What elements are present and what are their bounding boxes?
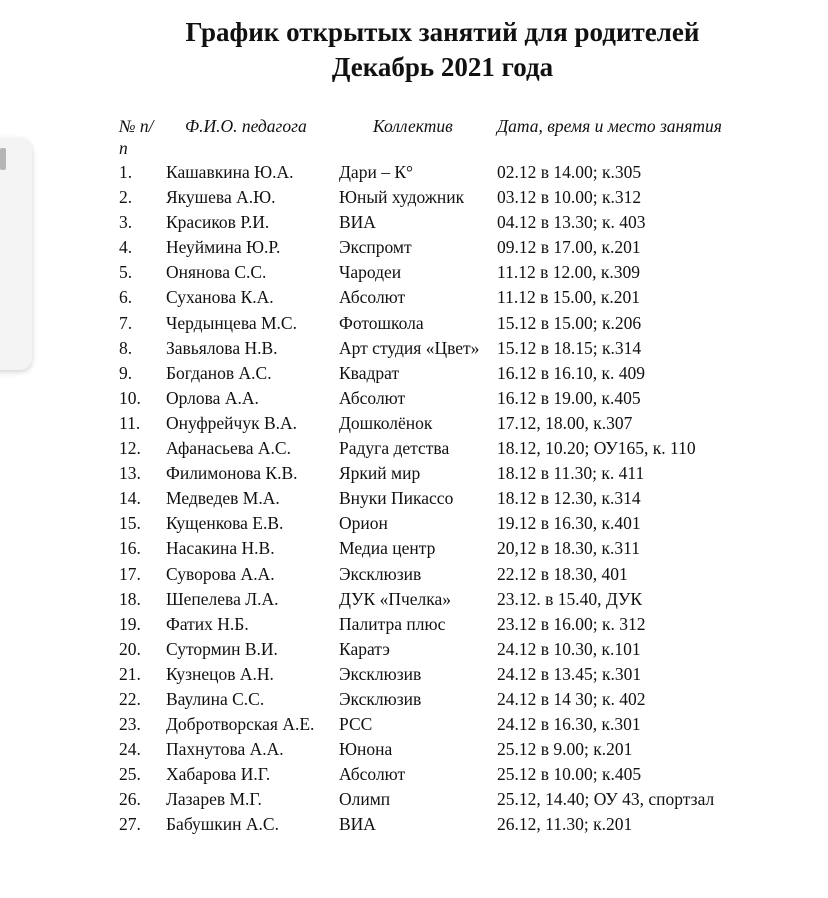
row-number: 26. [119, 789, 141, 810]
row-number: 24. [119, 739, 141, 760]
collective-name: Яркий мир [339, 463, 421, 484]
collective-name: Внуки Пикассо [339, 488, 454, 509]
row-number: 22. [119, 688, 141, 709]
collective-name: Абсолют [339, 764, 406, 785]
teacher-name: Суханова К.А. [166, 287, 274, 308]
table-row [0, 235, 828, 260]
collective-name: Юнона [339, 739, 393, 760]
table-row [0, 662, 828, 687]
collective-name: РСС [339, 714, 373, 735]
collective-name: Абсолют [339, 287, 406, 308]
header-date-time-place: Дата, время и место занятия [497, 116, 722, 136]
table-row [0, 386, 828, 411]
collective-name: Экспромт [339, 237, 412, 258]
table-row [0, 361, 828, 386]
date-time-place: 18.12, 10.20; ОУ165, к. 110 [497, 438, 696, 459]
table-row [0, 411, 828, 436]
table-row [0, 587, 828, 612]
row-number: 2. [119, 187, 133, 208]
teacher-name: Неуймина Ю.Р. [166, 237, 281, 258]
row-number: 13. [119, 463, 141, 484]
row-number: 17. [119, 563, 141, 584]
row-number: 4. [119, 237, 133, 258]
collective-name: Медиа центр [339, 538, 436, 559]
row-number: 5. [119, 262, 133, 283]
date-time-place: 25.12 в 10.00; к.405 [497, 764, 642, 785]
table-row [0, 812, 828, 837]
row-number: 8. [119, 337, 133, 358]
header-number [119, 115, 167, 159]
date-time-place: 23.12. в 15.40, ДУК [497, 588, 643, 609]
collective-name: Дари – К° [339, 162, 413, 182]
row-number: 10. [119, 387, 141, 408]
table-row [0, 687, 828, 712]
date-time-place: 04.12 в 13.30; к. 403 [497, 212, 646, 233]
date-time-place: 15.12 в 15.00; к.206 [497, 312, 642, 333]
row-number: 18. [119, 588, 141, 609]
collective-name: Каратэ [339, 638, 390, 659]
table-row [0, 210, 828, 235]
document-subtitle: Декабрь 2021 года [331, 52, 554, 82]
header-teacher-name: Ф.И.О. педагога [185, 116, 307, 136]
date-time-place: 18.12 в 12.30, к.314 [497, 488, 641, 509]
table-row [0, 536, 828, 561]
table-row [0, 285, 828, 310]
row-number: 7. [119, 312, 133, 333]
date-time-place: 15.12 в 18.15; к.314 [497, 337, 642, 358]
table-row [0, 436, 828, 461]
row-number: 14. [119, 488, 141, 509]
date-time-place: 20,12 в 18.30, к.311 [497, 538, 640, 559]
row-number: 21. [119, 663, 141, 684]
row-number: 19. [119, 613, 141, 634]
collective-name: Радуга детства [339, 438, 450, 459]
teacher-name: Медведев М.А. [166, 488, 280, 509]
date-time-place: 11.12 в 12.00, к.309 [497, 262, 640, 283]
teacher-name: Ваулина С.С. [166, 688, 265, 709]
collective-name: Эксклюзив [339, 663, 422, 684]
table-row [0, 712, 828, 737]
header-collective: Коллектив [373, 116, 453, 136]
table-row [0, 511, 828, 536]
date-time-place: 24.12 в 10.30, к.101 [497, 638, 641, 659]
table-row [0, 486, 828, 511]
teacher-name: Кущенкова Е.В. [166, 513, 284, 534]
table-row [0, 461, 828, 486]
header-number-line2: п [119, 138, 128, 158]
collective-name: ВИА [339, 212, 376, 233]
header-number-line1: № п/ [119, 116, 154, 136]
row-number: 12. [119, 438, 141, 459]
date-time-place: 02.12 в 14.00; к.305 [497, 162, 642, 182]
schedule-table [0, 160, 828, 838]
collective-name: Квадрат [339, 362, 400, 383]
teacher-name: Филимонова К.В. [166, 463, 298, 484]
teacher-name: Завьялова Н.В. [166, 337, 278, 358]
row-number: 23. [119, 714, 141, 735]
teacher-name: Шепелева Л.А. [166, 588, 279, 609]
date-time-place: 16.12 в 16.10, к. 409 [497, 362, 646, 383]
collective-name: Эксклюзив [339, 688, 422, 709]
date-time-place: 17.12, 18.00, к.307 [497, 412, 633, 433]
teacher-name: Онянова С.С. [166, 262, 267, 283]
teacher-name: Насакина Н.В. [166, 538, 275, 559]
date-time-place: 24.12 в 14 30; к. 402 [497, 688, 646, 709]
table-row [0, 737, 828, 762]
date-time-place: 24.12 в 16.30, к.301 [497, 714, 641, 735]
date-time-place: 11.12 в 15.00, к.201 [497, 287, 640, 308]
teacher-name: Онуфрейчук В.А. [166, 412, 298, 433]
teacher-name: Красиков Р.И. [166, 212, 270, 233]
table-row [0, 562, 828, 587]
row-number: 1. [119, 162, 133, 182]
collective-name: Чародеи [339, 262, 402, 283]
row-number: 15. [119, 513, 141, 534]
date-time-place: 19.12 в 16.30, к.401 [497, 513, 641, 534]
collective-name: Эксклюзив [339, 563, 422, 584]
teacher-name: Суворова А.А. [166, 563, 275, 584]
table-row [0, 336, 828, 361]
date-time-place: 16.12 в 19.00, к.405 [497, 387, 641, 408]
teacher-name: Пахнутова А.А. [166, 739, 284, 760]
date-time-place: 25.12, 14.40; ОУ 43, спортзал [497, 789, 715, 810]
date-time-place: 03.12 в 10.00; к.312 [497, 187, 642, 208]
teacher-name: Хабарова И.Г. [166, 764, 271, 785]
collective-name: Дошколёнок [339, 412, 433, 433]
table-row [0, 637, 828, 662]
teacher-name: Сутормин В.И. [166, 638, 278, 659]
date-time-place: 23.12 в 16.00; к. 312 [497, 613, 646, 634]
table-row [0, 260, 828, 285]
teacher-name: Афанасьева А.С. [166, 438, 291, 459]
collective-name: ВИА [339, 814, 376, 835]
teacher-name: Лазарев М.Г. [166, 789, 262, 810]
table-row [0, 612, 828, 637]
teacher-name: Богданов А.С. [166, 362, 272, 383]
teacher-name: Фатих Н.Б. [166, 613, 249, 634]
teacher-name: Бабушкин А.С. [166, 814, 279, 835]
row-number: 20. [119, 638, 141, 659]
row-number: 11. [119, 412, 141, 433]
table-row [0, 787, 828, 812]
row-number: 3. [119, 212, 133, 233]
collective-name: Фотошкола [339, 312, 424, 333]
teacher-name: Кашавкина Ю.А. [166, 162, 294, 182]
collective-name: Олимп [339, 789, 391, 810]
teacher-name: Чердынцева М.С. [166, 312, 297, 333]
collective-name: Юный художник [339, 187, 465, 208]
collective-name: Арт студия «Цвет» [339, 337, 480, 358]
date-time-place: 18.12 в 11.30; к. 411 [497, 463, 645, 484]
row-number: 25. [119, 764, 141, 785]
table-row [0, 762, 828, 787]
teacher-name: Кузнецов А.Н. [166, 663, 274, 684]
date-time-place: 24.12 в 13.45; к.301 [497, 663, 642, 684]
table-row [0, 185, 828, 210]
date-time-place: 25.12 в 9.00; к.201 [497, 739, 633, 760]
row-number: 9. [119, 362, 133, 383]
table-row [0, 160, 828, 185]
collective-name: Палитра плюс [339, 613, 446, 634]
teacher-name: Добротворская А.Е. [166, 714, 315, 735]
date-time-place: 22.12 в 18.30, 401 [497, 563, 628, 584]
collective-name: ДУК «Пчелка» [339, 588, 452, 609]
row-number: 27. [119, 814, 141, 835]
teacher-name: Орлова А.А. [166, 387, 259, 408]
row-number: 6. [119, 287, 133, 308]
teacher-name: Якушева А.Ю. [166, 187, 276, 208]
collective-name: Орион [339, 513, 388, 534]
date-time-place: 26.12, 11.30; к.201 [497, 814, 633, 835]
table-row [0, 311, 828, 336]
date-time-place: 09.12 в 17.00, к.201 [497, 237, 641, 258]
collective-name: Абсолют [339, 387, 406, 408]
row-number: 16. [119, 538, 141, 559]
document-title: График открытых занятий для родителей [185, 17, 700, 47]
